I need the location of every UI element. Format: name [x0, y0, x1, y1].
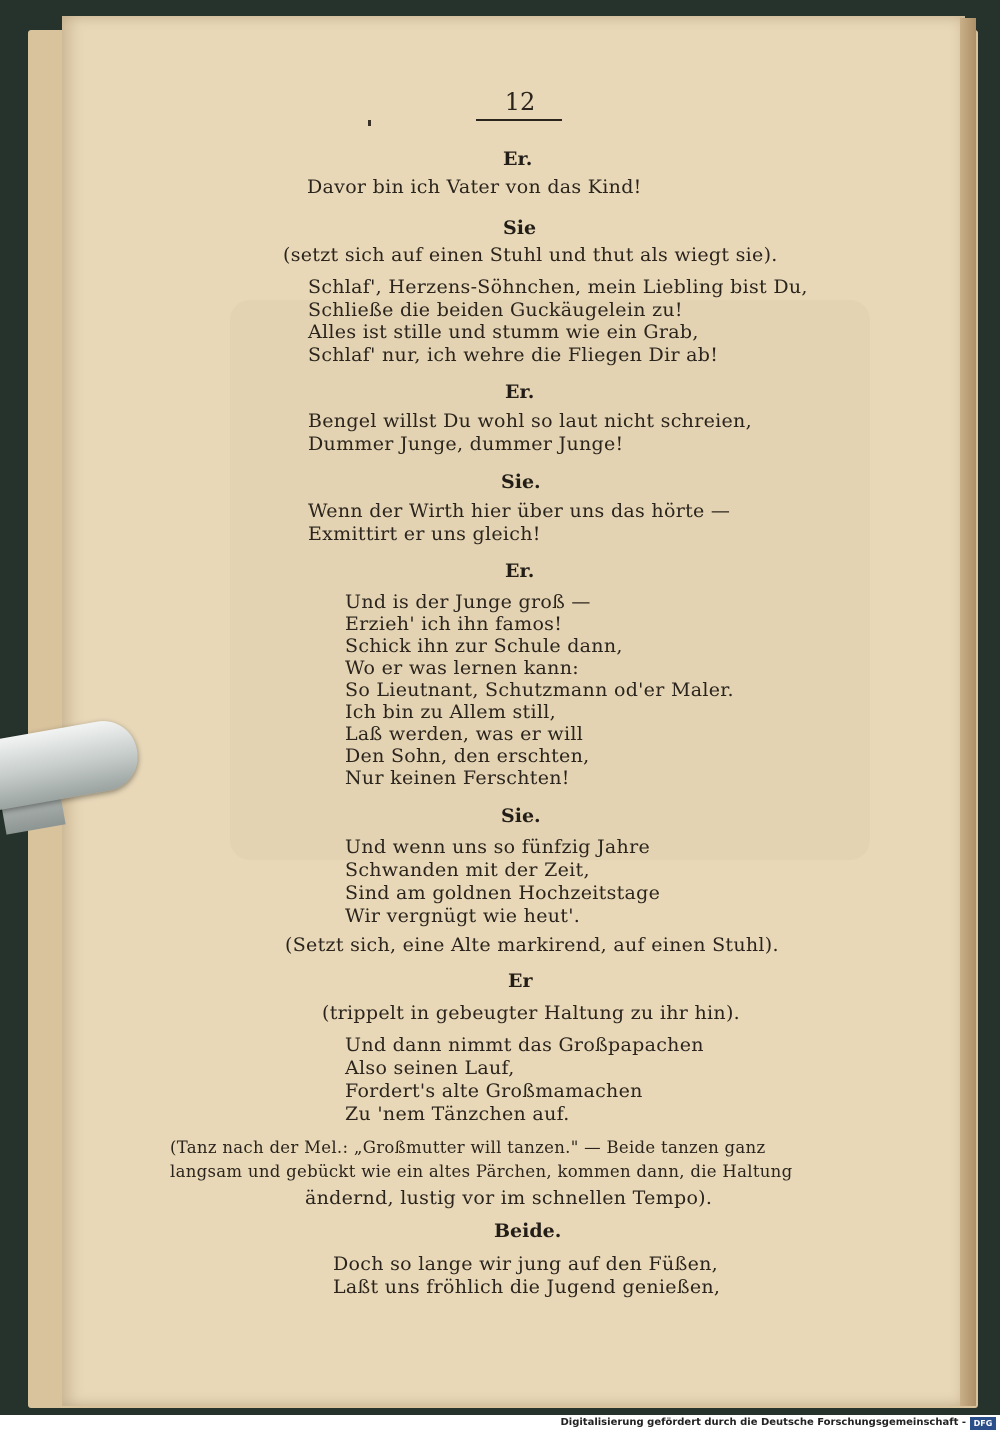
verse-line: Wir vergnügt wie heut'.	[345, 905, 581, 927]
verse-line: Und is der Junge groß —	[345, 591, 591, 613]
stage-direction: langsam und gebückt wie ein altes Pärchen, kommen dann, die Haltung	[170, 1162, 793, 1181]
verse-line: Schließe die beiden Guckäugelein zu!	[308, 299, 683, 321]
stage-direction: (setzt sich auf einen Stuhl und thut als wiegt sie).	[283, 244, 778, 266]
verse-line: Exmittirt er uns gleich!	[308, 523, 541, 545]
verse-line: Schick ihn zur Schule dann,	[345, 635, 623, 657]
verse-line: Erzieh' ich ihn famos!	[345, 613, 563, 635]
verse-line: Fordert's alte Großmamachen	[345, 1080, 643, 1102]
verse-line: Doch so lange wir jung auf den Füßen,	[333, 1253, 718, 1275]
dfg-logo: DFG	[970, 1417, 996, 1430]
verse-line: So Lieutnant, Schutzmann od'er Maler.	[345, 679, 734, 701]
verse-line: Ich bin zu Allem still,	[345, 701, 556, 723]
footer-credit: Digitalisierung gefördert durch die Deutsche Forschungsgemeinschaft -	[560, 1417, 966, 1428]
verse-line: Wenn der Wirth hier über uns das hörte —	[308, 500, 731, 522]
verse-line: Nur keinen Ferschten!	[345, 767, 570, 789]
verse-line: Schlaf' nur, ich wehre die Fliegen Dir ab!	[308, 344, 719, 366]
verse-line: Sind am goldnen Hochzeitstage	[345, 882, 661, 904]
speaker-er: Er.	[503, 148, 533, 170]
speaker-er: Er.	[505, 560, 535, 582]
print-mark	[368, 120, 371, 126]
stage-direction: (Setzt sich, eine Alte markirend, auf einen Stuhl).	[285, 934, 779, 956]
verse-line: Davor bin ich Vater von das Kind!	[307, 176, 642, 198]
verse-line: Und wenn uns so fünfzig Jahre	[345, 836, 650, 858]
page-number: 12	[504, 88, 536, 116]
verse-line: Bengel willst Du wohl so laut nicht schreien,	[308, 410, 752, 432]
verse-line: Zu 'nem Tänzchen auf.	[345, 1103, 570, 1125]
verse-line: Und dann nimmt das Großpapachen	[345, 1034, 704, 1056]
speaker-sie: Sie.	[501, 805, 541, 827]
verse-line: Also seinen Lauf,	[345, 1057, 515, 1079]
speaker-sie: Sie	[503, 217, 537, 239]
speaker-beide: Beide.	[494, 1220, 562, 1242]
speaker-er: Er	[508, 970, 533, 992]
verse-line: Wo er was lernen kann:	[345, 657, 579, 679]
stage-direction: ändernd, lustig vor im schnellen Tempo).	[305, 1187, 713, 1209]
verse-line: Laß werden, was er will	[345, 723, 584, 745]
page-number-rule	[476, 119, 562, 121]
verse-line: Schlaf', Herzens-Söhnchen, mein Liebling bist Du,	[308, 276, 808, 298]
stage-direction: (trippelt in gebeugter Haltung zu ihr hin).	[322, 1002, 741, 1024]
verse-line: Schwanden mit der Zeit,	[345, 859, 590, 881]
verse-line: Alles ist stille und stumm wie ein Grab,	[308, 321, 699, 343]
verse-line: Laßt uns fröhlich die Jugend genießen,	[333, 1276, 721, 1298]
speaker-sie: Sie.	[501, 471, 541, 493]
verse-line: Dummer Junge, dummer Junge!	[308, 433, 624, 455]
page-edge	[960, 18, 976, 1406]
verse-line: Den Sohn, den erschten,	[345, 745, 590, 767]
stage-direction: (Tanz nach der Mel.: „Großmutter will tanzen." — Beide tanzen ganz	[170, 1138, 766, 1157]
speaker-er: Er.	[505, 381, 535, 403]
